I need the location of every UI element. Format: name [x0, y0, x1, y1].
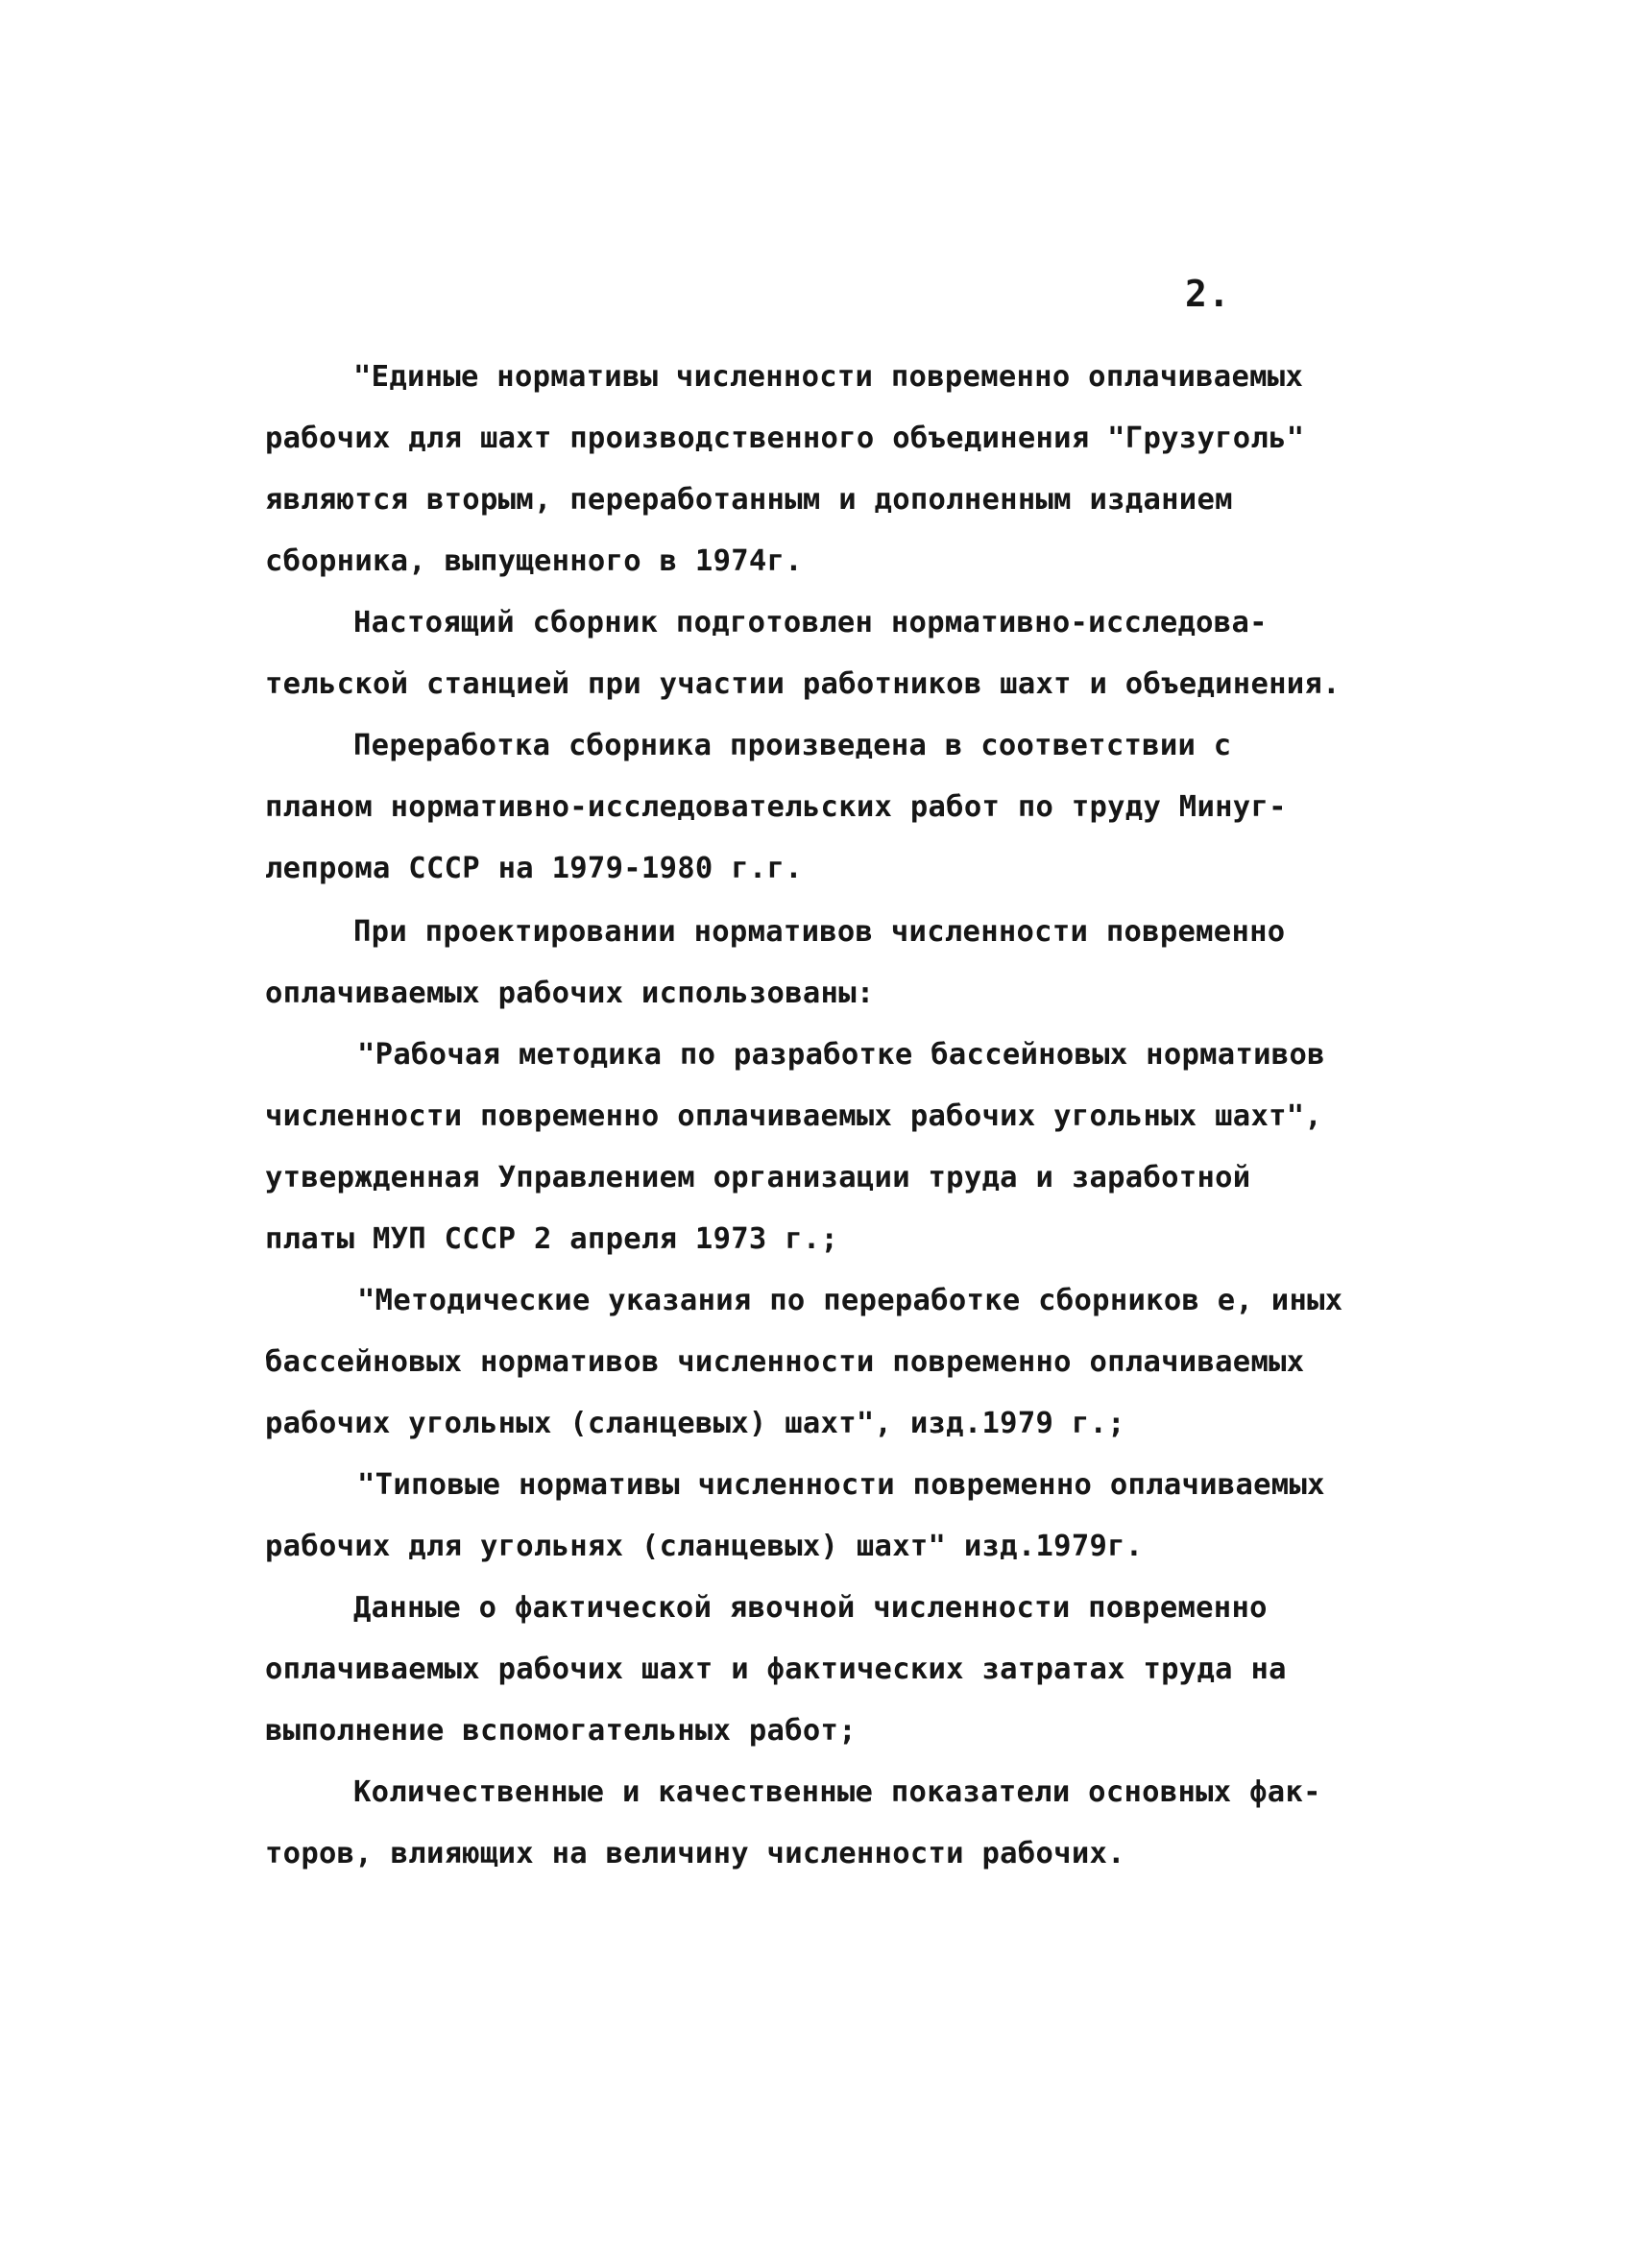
text-line-8: планом нормативно-исследовательских работ по труду Минуг- [265, 790, 1287, 824]
text-line-9: лепрома СССР на 1979-1980 г.г. [265, 852, 803, 885]
text-line-15: платы МУП СССР 2 апреля 1973 г.; [265, 1222, 839, 1256]
text-line-19: "Типовые нормативы численности повременно оплачиваемых [357, 1468, 1325, 1502]
text-line-1: "Единые нормативы численности повременно оплачиваемых [353, 360, 1304, 394]
text-line-25: торов, влияющих на величину численности рабочих. [265, 1837, 1125, 1870]
text-line-23: выполнение вспомогательных работ; [265, 1714, 857, 1748]
text-line-13: численности повременно оплачиваемых рабочих угольных шахт", [265, 1099, 1323, 1133]
text-line-7: Переработка сборника произведена в соответствии с [353, 729, 1232, 762]
text-line-14: утвержденная Управлением организации труда и заработной [265, 1161, 1251, 1194]
text-line-16: "Методические указания по переработке сборников е, иных [357, 1284, 1343, 1317]
text-line-18: рабочих угольных (сланцевых) шахт", изд.1979 г.; [265, 1407, 1125, 1440]
text-line-22: оплачиваемых рабочих шахт и фактических затратах труда на [265, 1653, 1287, 1686]
text-line-12: "Рабочая методика по разработке бассейновых нормативов [357, 1038, 1325, 1072]
text-line-5: Настоящий сборник подготовлен нормативно-исследова- [353, 606, 1268, 639]
text-line-21: Данные о фактической явочной численности повременно [353, 1591, 1268, 1625]
text-line-20: рабочих для угольнях (сланцевых) шахт" изд.1979г. [265, 1530, 1144, 1563]
text-line-3: являются вторым, переработанным и дополненным изданием [265, 483, 1233, 517]
text-line-10: При проектировании нормативов численности повременно [353, 915, 1286, 949]
text-line-6: тельской станцией при участии работников шахт и объединения. [265, 667, 1341, 701]
text-line-2: рабочих для шахт производственного объединения "Грузуголь" [265, 422, 1305, 455]
text-line-4: сборника, выпущенного в 1974г. [265, 544, 803, 578]
text-line-17: бассейновых нормативов численности повременно оплачиваемых [265, 1345, 1305, 1379]
text-line-24: Количественные и качественные показатели основных фак- [353, 1775, 1321, 1809]
page-number: 2. [1185, 273, 1231, 315]
text-line-11: оплачиваемых рабочих использованы: [265, 977, 875, 1010]
